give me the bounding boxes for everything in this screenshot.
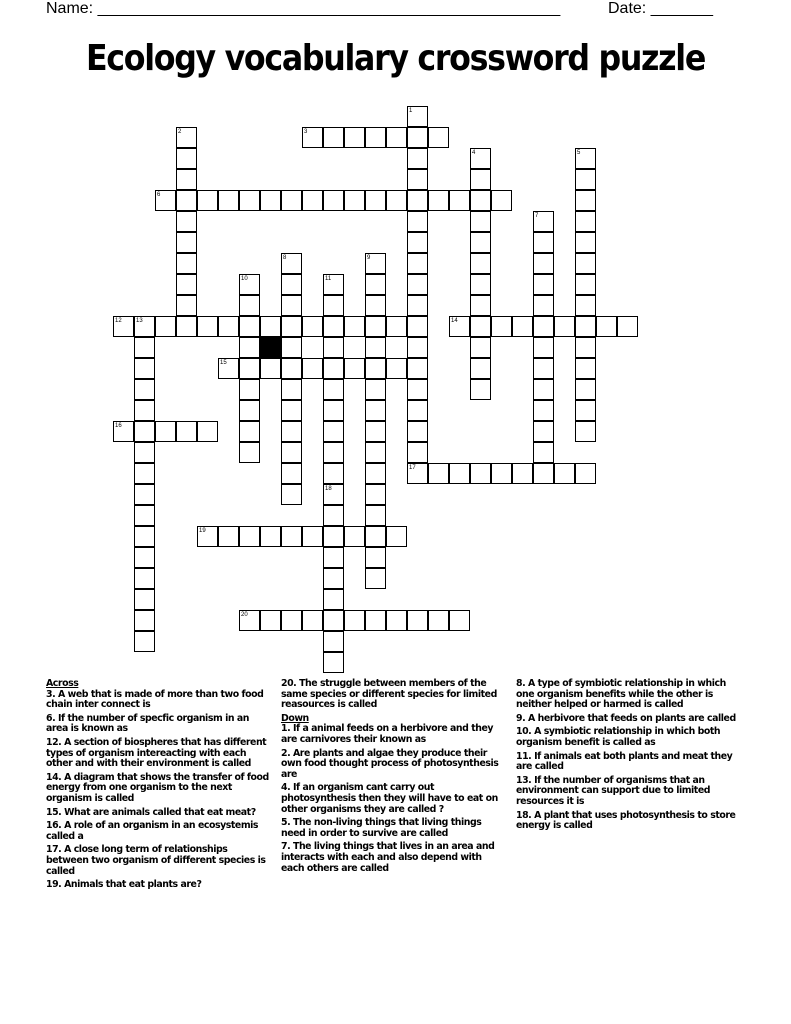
crossword-cell[interactable] xyxy=(365,379,386,400)
crossword-cell[interactable] xyxy=(281,484,302,505)
crossword-cell[interactable] xyxy=(134,484,155,505)
crossword-cell[interactable] xyxy=(323,127,344,148)
crossword-cell[interactable] xyxy=(281,274,302,295)
crossword-cell[interactable] xyxy=(239,379,260,400)
crossword-cell[interactable] xyxy=(407,400,428,421)
crossword-cell[interactable] xyxy=(281,421,302,442)
crossword-cell[interactable] xyxy=(323,652,344,673)
crossword-cell[interactable] xyxy=(176,316,197,337)
crossword-cell[interactable] xyxy=(386,610,407,631)
clue-text: The struggle between members of the same species or different species for limited reasources is called xyxy=(281,678,497,711)
clue-item xyxy=(516,776,741,808)
crossword-cell[interactable] xyxy=(407,253,428,274)
crossword-cell[interactable] xyxy=(281,316,302,337)
crossword-cell[interactable] xyxy=(239,526,260,547)
crossword-cell[interactable] xyxy=(176,169,197,190)
crossword-cell[interactable] xyxy=(617,316,638,337)
crossword-cell[interactable] xyxy=(386,358,407,379)
clue-item xyxy=(46,845,271,877)
clue-number-label: 8 xyxy=(283,255,287,261)
clue-number: 19. xyxy=(46,879,65,891)
crossword-cell[interactable] xyxy=(386,190,407,211)
crossword-cell[interactable] xyxy=(428,463,449,484)
clue-number-label: 16 xyxy=(115,423,122,429)
date-field[interactable]: Date: _______ xyxy=(608,0,713,17)
crossword-cell[interactable] xyxy=(386,526,407,547)
clue-number: 2. xyxy=(281,747,293,759)
crossword-cell[interactable] xyxy=(575,379,596,400)
crossword-cell[interactable] xyxy=(281,358,302,379)
crossword-cell[interactable] xyxy=(344,358,365,379)
crossword-cell[interactable] xyxy=(575,463,596,484)
crossword-cell[interactable] xyxy=(449,463,470,484)
crossword-cell[interactable] xyxy=(260,526,281,547)
clue-item xyxy=(281,749,506,781)
clue-number: 18. xyxy=(516,809,535,821)
down-heading: Down xyxy=(281,712,309,724)
crossword-cell[interactable] xyxy=(533,400,554,421)
crossword-cell[interactable] xyxy=(428,610,449,631)
crossword-cell[interactable] xyxy=(323,421,344,442)
crossword-cell[interactable] xyxy=(533,337,554,358)
clues-column-3 xyxy=(516,679,741,835)
crossword-cell[interactable] xyxy=(470,463,491,484)
crossword-cell[interactable] xyxy=(260,316,281,337)
crossword-cell[interactable] xyxy=(323,337,344,358)
clue-number-label: 12 xyxy=(115,318,122,324)
crossword-cell[interactable] xyxy=(470,232,491,253)
across-clue-list xyxy=(46,690,271,891)
clue-number-label: 4 xyxy=(472,150,476,156)
crossword-cell[interactable] xyxy=(407,358,428,379)
crossword-cell[interactable] xyxy=(428,190,449,211)
crossword-cell[interactable] xyxy=(512,463,533,484)
clue-item xyxy=(281,724,506,745)
crossword-cell[interactable] xyxy=(365,190,386,211)
clue-number-label: 20 xyxy=(241,612,248,618)
crossword-cell[interactable] xyxy=(407,316,428,337)
clue-text: A role of an organism in an ecosystemis called a xyxy=(46,820,259,842)
crossword-cell[interactable] xyxy=(344,610,365,631)
clue-number: 9. xyxy=(516,712,528,724)
crossword-cell[interactable] xyxy=(155,421,176,442)
crossword-cell[interactable] xyxy=(533,379,554,400)
crossword-cell[interactable] xyxy=(575,232,596,253)
crossword-cell[interactable] xyxy=(176,274,197,295)
crossword-cell[interactable] xyxy=(176,232,197,253)
crossword-cell[interactable] xyxy=(533,232,554,253)
crossword-cell[interactable] xyxy=(575,211,596,232)
crossword-cell[interactable] xyxy=(512,316,533,337)
crossword-cell[interactable] xyxy=(344,190,365,211)
across-heading: Across xyxy=(46,678,79,689)
crossword-cell[interactable] xyxy=(386,127,407,148)
crossword-cell[interactable] xyxy=(533,358,554,379)
crossword-cell[interactable] xyxy=(575,400,596,421)
crossword-cell[interactable] xyxy=(176,295,197,316)
crossword-cell[interactable] xyxy=(323,442,344,463)
crossword-cell[interactable] xyxy=(407,295,428,316)
clue-text: A web that is made of more than two food chain inter connect is xyxy=(46,688,264,711)
crossword-cell[interactable] xyxy=(281,379,302,400)
crossword-cell[interactable] xyxy=(407,211,428,232)
clue-number: 17. xyxy=(46,844,65,856)
crossword-cell[interactable] xyxy=(365,337,386,358)
crossword-cell[interactable] xyxy=(428,127,449,148)
clue-text: A symbiotic relationship in which both organism benefit is called as xyxy=(516,726,721,748)
crossword-cell[interactable] xyxy=(134,589,155,610)
clue-number-label: 17 xyxy=(409,465,416,471)
crossword-cell[interactable] xyxy=(491,190,512,211)
crossword-cell[interactable] xyxy=(323,358,344,379)
crossword-cell[interactable] xyxy=(239,400,260,421)
clue-number: 6. xyxy=(46,712,58,724)
crossword-cell[interactable] xyxy=(470,169,491,190)
crossword-cell[interactable] xyxy=(134,610,155,631)
crossword-cell[interactable] xyxy=(302,610,323,631)
clue-number: 12. xyxy=(46,736,65,748)
crossword-cell[interactable] xyxy=(323,631,344,652)
crossword-cell[interactable] xyxy=(470,295,491,316)
crossword-cell[interactable] xyxy=(554,316,575,337)
crossword-cell[interactable] xyxy=(239,421,260,442)
clue-text: Are plants and algae they produce their own food thought process of photosynthesis are xyxy=(281,747,499,780)
crossword-cell[interactable] xyxy=(176,148,197,169)
crossword-cell[interactable] xyxy=(281,295,302,316)
clue-number-label: 5 xyxy=(577,150,581,156)
page-title: Ecology vocabulary crossword puzzle xyxy=(85,38,705,79)
crossword-cell[interactable] xyxy=(323,526,344,547)
clue-number-label: 10 xyxy=(241,276,248,282)
crossword-cell[interactable] xyxy=(323,295,344,316)
crossword-cell[interactable] xyxy=(260,358,281,379)
clue-text: Animals that eat plants are? xyxy=(64,879,202,891)
clue-number-label: 14 xyxy=(451,318,458,324)
clue-text: The non-living things that living things need in order to survive are called xyxy=(281,817,482,839)
crossword-cell[interactable] xyxy=(197,190,218,211)
crossword-cell[interactable] xyxy=(365,295,386,316)
clue-item xyxy=(516,679,741,711)
crossword-cell[interactable] xyxy=(323,190,344,211)
across-clue-list-continued xyxy=(281,679,506,711)
crossword-cell[interactable] xyxy=(575,169,596,190)
crossword-cell[interactable] xyxy=(575,253,596,274)
clue-text: The living things that lives in an area and interacts with each and also depend with each others are called xyxy=(281,841,495,874)
crossword-cell[interactable] xyxy=(365,505,386,526)
clue-item xyxy=(46,821,271,842)
crossword-cell[interactable] xyxy=(239,337,260,358)
crossword-cell[interactable] xyxy=(365,442,386,463)
crossword-cell[interactable] xyxy=(575,421,596,442)
crossword-cell[interactable] xyxy=(197,421,218,442)
clue-item xyxy=(46,714,271,735)
crossword-cell[interactable] xyxy=(575,295,596,316)
crossword-cell[interactable] xyxy=(407,274,428,295)
clue-item xyxy=(281,783,506,815)
crossword-cell[interactable] xyxy=(491,463,512,484)
name-field[interactable]: Name: ____________________________________________________ xyxy=(46,0,561,17)
crossword-cell[interactable] xyxy=(470,211,491,232)
clue-text: A plant that uses photosynthesis to store energy is called xyxy=(516,809,736,832)
crossword-cell[interactable] xyxy=(176,253,197,274)
crossword-cell[interactable] xyxy=(323,316,344,337)
crossword-cell[interactable] xyxy=(134,379,155,400)
clue-number: 3. xyxy=(46,688,58,700)
crossword-cell[interactable] xyxy=(281,526,302,547)
crossword-cell[interactable] xyxy=(407,610,428,631)
crossword-cell[interactable] xyxy=(281,463,302,484)
clue-text: If a animal feeds on a herbivore and they are carnivores their known as xyxy=(281,723,494,745)
crossword-cell[interactable] xyxy=(134,526,155,547)
clue-number: 16. xyxy=(46,820,65,832)
clue-item xyxy=(46,690,271,711)
clue-item xyxy=(46,738,271,770)
crossword-cell[interactable] xyxy=(575,337,596,358)
crossword-cell[interactable] xyxy=(134,505,155,526)
crossword-cell[interactable] xyxy=(281,400,302,421)
crossword-cell[interactable] xyxy=(134,400,155,421)
crossword-cell[interactable] xyxy=(533,295,554,316)
crossword-cell[interactable] xyxy=(365,127,386,148)
clue-text: If an organism cant carry out photosynthesis then they will have to eat on other organisms they are called ? xyxy=(281,782,498,815)
crossword-cell[interactable] xyxy=(323,547,344,568)
crossword-cell[interactable] xyxy=(533,274,554,295)
crossword-cell[interactable] xyxy=(323,379,344,400)
crossword-cell[interactable] xyxy=(218,190,239,211)
clue-number: 10. xyxy=(516,726,535,738)
clue-item xyxy=(46,773,271,805)
crossword-cell[interactable] xyxy=(323,610,344,631)
crossword-cell[interactable] xyxy=(575,274,596,295)
crossword-cell[interactable] xyxy=(470,190,491,211)
crossword-cell[interactable] xyxy=(365,484,386,505)
crossword-cell[interactable] xyxy=(344,316,365,337)
crossword-cell[interactable] xyxy=(260,190,281,211)
crossword-cell[interactable] xyxy=(365,610,386,631)
crossword-cell[interactable] xyxy=(302,526,323,547)
crossword-cell[interactable] xyxy=(134,337,155,358)
crossword-cell[interactable] xyxy=(449,610,470,631)
clue-text: What are animals called that eat meat? xyxy=(64,806,256,818)
crossword-cell[interactable] xyxy=(575,358,596,379)
crossword-cell[interactable] xyxy=(533,442,554,463)
clue-number: 4. xyxy=(281,782,293,794)
clue-text: If the number of specfic organism in an area is known as xyxy=(46,712,249,735)
crossword-cell[interactable] xyxy=(197,316,218,337)
clue-number-label: 3 xyxy=(304,129,308,135)
clue-text: A type of symbiotic relationship in which one organism benefits while the other is neither helped or harmed is called xyxy=(516,678,726,711)
clue-item xyxy=(46,880,271,891)
crossword-cell[interactable] xyxy=(365,274,386,295)
clue-item xyxy=(281,842,506,874)
crossword-cell[interactable] xyxy=(365,421,386,442)
clue-text: A section of biospheres that has different types of organism intereacting with each other and with their environment is called xyxy=(46,736,267,770)
crossword-cell[interactable] xyxy=(575,190,596,211)
crossword-cell[interactable] xyxy=(239,295,260,316)
clue-text: If the number of organisms that an environment can support due to limited resources it is xyxy=(516,774,711,807)
crossword-cell[interactable] xyxy=(134,442,155,463)
crossword-cell[interactable] xyxy=(281,610,302,631)
crossword-cell[interactable] xyxy=(407,190,428,211)
crossword-cell[interactable] xyxy=(218,316,239,337)
crossword-cell[interactable] xyxy=(407,337,428,358)
clue-number-label: 6 xyxy=(157,192,161,198)
crossword-cell[interactable] xyxy=(470,379,491,400)
crossword-cell[interactable] xyxy=(239,442,260,463)
crossword-cell[interactable] xyxy=(344,526,365,547)
crossword-cell[interactable] xyxy=(533,421,554,442)
crossword-cell[interactable] xyxy=(407,232,428,253)
clue-text: A herbivore that feeds on plants are called xyxy=(528,712,736,724)
crossword-cell[interactable] xyxy=(365,400,386,421)
crossword-cell[interactable] xyxy=(407,127,428,148)
clue-item xyxy=(516,752,741,773)
crossword-cell[interactable] xyxy=(176,421,197,442)
crossword-cell[interactable] xyxy=(239,190,260,211)
crossword-cell[interactable] xyxy=(407,169,428,190)
crossword-cell[interactable] xyxy=(470,274,491,295)
clue-item xyxy=(46,808,271,819)
crossword-cell[interactable] xyxy=(323,568,344,589)
crossword-cell[interactable] xyxy=(575,316,596,337)
crossword-cell[interactable] xyxy=(134,358,155,379)
crossword-cell[interactable] xyxy=(155,316,176,337)
crossword-cell[interactable] xyxy=(134,631,155,652)
clue-number: 5. xyxy=(281,817,293,829)
crossword-cell[interactable] xyxy=(365,568,386,589)
clue-text: A diagram that shows the transfer of food energy from one organism to the next organism is called xyxy=(46,771,269,804)
clues-column-2 xyxy=(281,679,506,877)
crossword-cell[interactable] xyxy=(323,463,344,484)
crossword-cell[interactable] xyxy=(407,421,428,442)
crossword-cell[interactable] xyxy=(365,547,386,568)
clue-number-label: 9 xyxy=(367,255,371,261)
crossword-cell[interactable] xyxy=(470,316,491,337)
clue-number-label: 15 xyxy=(220,360,227,366)
clue-item xyxy=(281,818,506,839)
crossword-cell[interactable] xyxy=(134,421,155,442)
clue-number: 13. xyxy=(516,774,535,786)
crossword-cell[interactable] xyxy=(134,547,155,568)
clue-number: 11. xyxy=(516,750,535,762)
clue-item xyxy=(516,714,741,725)
crossword-cell[interactable] xyxy=(344,127,365,148)
crossword-cell[interactable] xyxy=(134,568,155,589)
crossword-cell[interactable] xyxy=(470,358,491,379)
crossword-cell[interactable] xyxy=(470,337,491,358)
clue-number: 15. xyxy=(46,806,65,818)
crossword-cell[interactable] xyxy=(407,442,428,463)
crossword-cell[interactable] xyxy=(323,589,344,610)
crossword-cell[interactable] xyxy=(218,526,239,547)
clues-column-1 xyxy=(46,679,271,894)
clue-number-label: 7 xyxy=(535,213,539,219)
crossword-cell[interactable] xyxy=(533,463,554,484)
crossword-cell[interactable] xyxy=(239,358,260,379)
clue-number-label: 11 xyxy=(325,276,332,282)
down-clue-list xyxy=(281,724,506,874)
clue-number-label: 18 xyxy=(325,486,332,492)
crossword-cell[interactable] xyxy=(302,316,323,337)
crossword-cell[interactable] xyxy=(134,463,155,484)
clue-number-label: 19 xyxy=(199,528,206,534)
clue-number: 14. xyxy=(46,771,65,783)
clue-item xyxy=(516,811,741,832)
crossword-cell[interactable] xyxy=(302,190,323,211)
crossword-cell[interactable] xyxy=(449,190,470,211)
crossword-cell[interactable] xyxy=(281,190,302,211)
crossword-cell[interactable] xyxy=(407,379,428,400)
crossword-cell[interactable] xyxy=(365,316,386,337)
crossword-cell[interactable] xyxy=(386,316,407,337)
down-clue-list-continued xyxy=(516,679,741,832)
clue-number-label: 1 xyxy=(409,108,413,114)
crossword-cell[interactable] xyxy=(176,190,197,211)
crossword-cell[interactable] xyxy=(554,463,575,484)
crossword-cell[interactable] xyxy=(491,316,512,337)
clue-number-label: 13 xyxy=(136,318,143,324)
crossword-block-cell xyxy=(260,337,281,358)
crossword-cell[interactable] xyxy=(365,463,386,484)
clue-number: 7. xyxy=(281,841,293,853)
crossword-cell[interactable] xyxy=(533,316,554,337)
crossword-cell[interactable] xyxy=(365,358,386,379)
crossword-cell[interactable] xyxy=(323,505,344,526)
clue-number-label: 2 xyxy=(178,129,182,135)
clue-item xyxy=(516,727,741,748)
crossword-cell[interactable] xyxy=(596,316,617,337)
clue-number: 1. xyxy=(281,723,293,735)
clue-number: 20. xyxy=(281,678,300,689)
crossword-cell[interactable] xyxy=(533,253,554,274)
crossword-cell[interactable] xyxy=(239,316,260,337)
crossword-cell[interactable] xyxy=(281,442,302,463)
crossword-cell[interactable] xyxy=(323,400,344,421)
clue-number: 8. xyxy=(516,678,528,689)
clue-item xyxy=(281,679,506,711)
crossword-cell[interactable] xyxy=(407,148,428,169)
crossword-cell[interactable] xyxy=(281,337,302,358)
clue-text: A close long term of relationships between two organism of different species is called xyxy=(46,844,266,877)
crossword-cell[interactable] xyxy=(176,211,197,232)
crossword-cell[interactable] xyxy=(260,610,281,631)
crossword-cell[interactable] xyxy=(302,358,323,379)
crossword-cell[interactable] xyxy=(470,253,491,274)
clue-text: If animals eat both plants and meat they are called xyxy=(516,750,733,773)
crossword-cell[interactable] xyxy=(365,526,386,547)
